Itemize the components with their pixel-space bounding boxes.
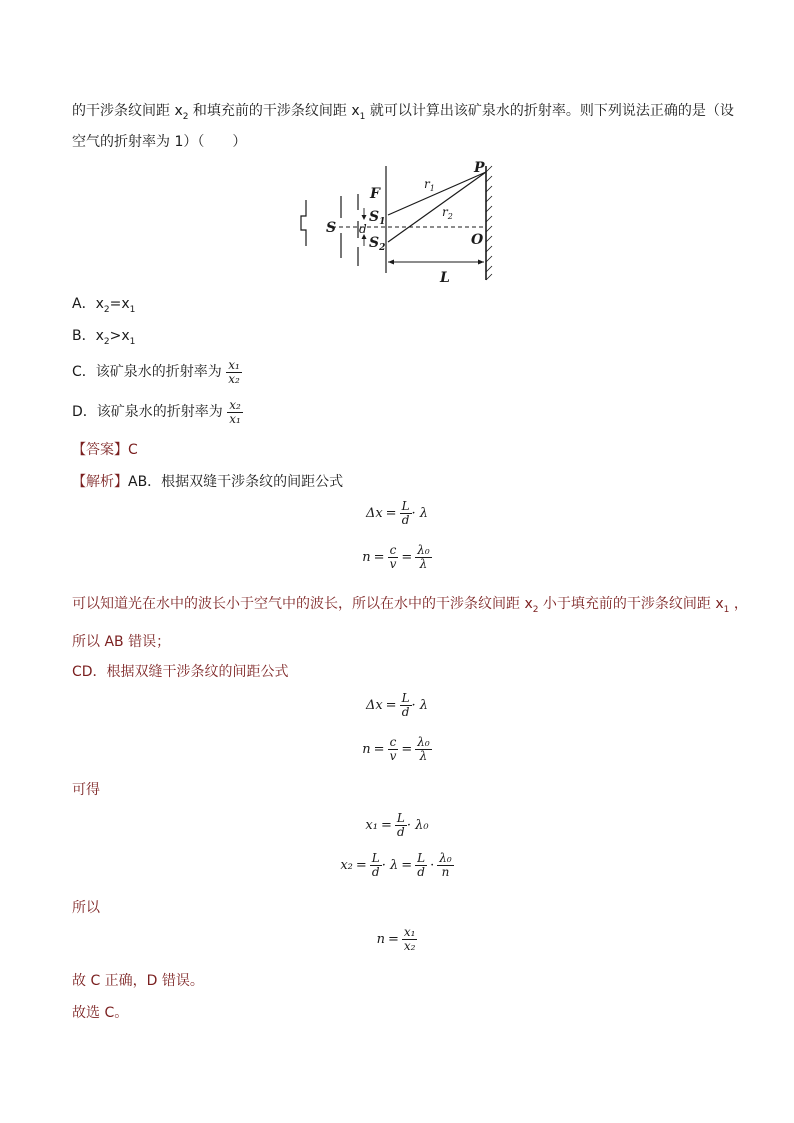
formula-n-2: n = $\frac{c}{v}$ = $\frac{\text{λ₀}}{\lambda}$ <box>362 735 430 763</box>
question-line-1: 的干涉条纹间距 $x_2$ 和填充前的干涉条纹间距 $x_1$ 就可以计算出该矿泉水的折射率。则下列说法正确的是（设 <box>72 103 734 122</box>
analysis-ab-conclusion: 可以知道光在水中的波长小于空气中的波长，所以在水中的干涉条纹间距 $x_2$ 小于填充前的干涉条纹间距 $x_1$ ， <box>72 596 748 615</box>
option-D-fraction: $\frac{\text{x₂}}{\text{x₁}}$ <box>229 397 241 426</box>
label-S1: $S_1$ <box>369 209 386 227</box>
option-C: C．该矿泉水的折射率为 $\frac{\text{x₁}}{\text{x₂}}$ <box>72 357 240 386</box>
option-B: B．$x_2>x_1$ <box>72 328 136 347</box>
formula-dx-1: Δx = $\frac{L}{d}$ · λ <box>365 499 429 527</box>
label-r1: $r_1$ <box>424 177 435 193</box>
label-S: S <box>326 220 337 236</box>
label-S2: $S_2$ <box>369 235 386 253</box>
analysis-ab-wrong: 所以 AB 错误； <box>72 634 171 650</box>
formula-dx-2: Δx = $\frac{L}{d}$ · λ <box>365 691 429 719</box>
analysis-suoyi: 所以 <box>72 900 100 916</box>
analysis-kede: 可得 <box>72 782 100 798</box>
label-F: F <box>370 186 380 202</box>
formula-x1: x₁ = $\frac{L}{d}$ · λ₀ <box>365 811 429 839</box>
option-A: A．$x_2=x_1$ <box>72 296 136 315</box>
analysis-ab-intro: 【解析】AB．根据双缝干涉条纹的间距公式 <box>72 474 344 490</box>
label-P: P <box>474 160 485 176</box>
label-O: O <box>471 232 484 248</box>
label-L: L <box>440 270 450 286</box>
analysis-cd-intro: CD．根据双缝干涉条纹的间距公式 <box>72 664 289 680</box>
option-D: D．该矿泉水的折射率为 $\frac{\text{x₂}}{\text{x₁}}$ <box>72 397 241 426</box>
analysis-cd-conclusion: 故 C 正确，D 错误。 <box>72 973 204 989</box>
analysis-final: 故选 C。 <box>72 1005 129 1021</box>
question-line-2: 空气的折射率为 1）（ ） <box>72 134 247 150</box>
formula-n-1: n = $\frac{c}{v}$ = $\frac{\text{λ₀}}{\lambda}$ <box>362 543 430 571</box>
option-C-fraction: $\frac{\text{x₁}}{\text{x₂}}$ <box>228 357 240 386</box>
answer: 【答案】C <box>72 442 138 458</box>
formula-n-result: n = $\frac{\text{x₁}}{\text{x₂}}$ <box>376 925 416 953</box>
double-slit-diagram <box>296 158 506 286</box>
label-d: d <box>359 222 367 236</box>
label-r2: $r_2$ <box>442 205 453 221</box>
formula-x2: x₂ = $\frac{L}{d}$ · λ = $\frac{L}{d}$ · $\frac{\text{λ₀}}{n}$ <box>340 851 452 879</box>
